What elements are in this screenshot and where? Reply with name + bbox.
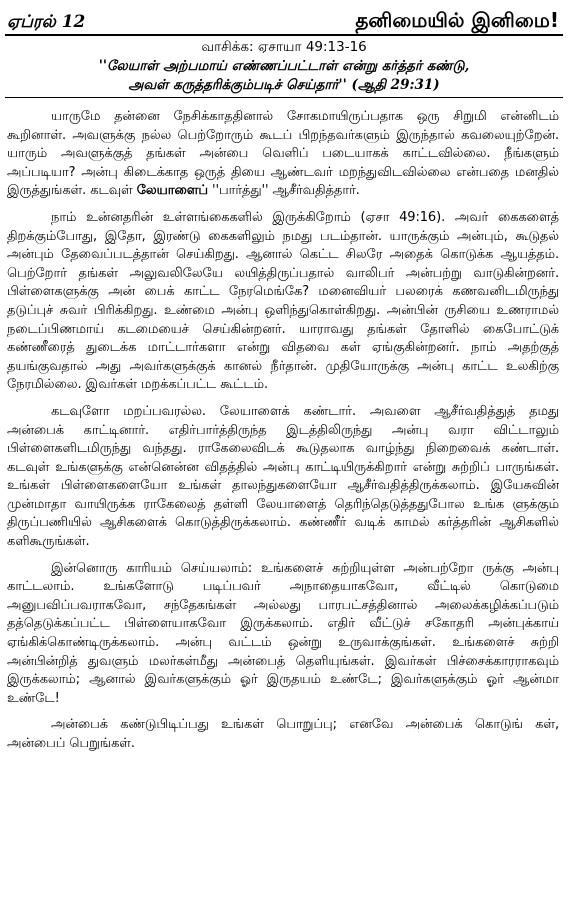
paragraph-1-text-a: யாருமே தன்னை நேசிக்காததினால் சோகமாயிருப்பதாக ஒரு சிறுமி என்னிடம் கூறினாள். அவளுக்கு நல்ல பெற்றோரும் கூடப் பிறந்தவர்களும் இருந்தால் கவலையுற்றேன். யாரும் அவளுக்குத் தங்கள் அன்பை வெளிப் படையாகக் காட்டவில்லை. நீங்களும் அப்படியா? அன்பு கிடைக்காத ஒருத் தியை ஆண்டவர் மறந்துவிடவில்லை என்பதை மனதில் இருத்துங்கள். கடவுள்	[7, 109, 559, 199]
key-verse-text: அவள் கருத்தரிக்கும்படிச் செய்தார்''	[128, 77, 347, 93]
key-verse	[5, 57, 563, 98]
scripture-reading: வாசிக்க: ஏசாயா 49:13-16	[201, 39, 367, 55]
page-header	[5, 4, 563, 36]
key-verse-line-1: ''லேயாள் அற்பமாய் எண்ணப்பட்டாள் என்று கர்த்தர் கண்டு,	[98, 58, 470, 74]
paragraph-1	[7, 108, 559, 201]
paragraph-3: கடவுளோ மறப்பவரல்ல. லேயாளைக் கண்டார். அவளை ஆசீர்வதித்துத் தமது அன்பைக் காட்டினார். எதிர்பார்த்திருந்த இடத்திலிருந்து அன்பு வரா விட்டாலும் பிள்ளைகளிடமிருந்து வந்தது. ராகேலைவிடக் கூடுதலாக வாழ்ந்து நிறைவைக் கண்டாள். கடவுள் உங்களுக்கு என்னென்ன விதத்தில் அன்பு காட்டியிருக்கிறார் என்று சுற்றிப் பாருங்கள். உங்கள் பிள்ளைகளையோ உங்கள் தாலந்துகளையோ ஆசீர்வதித்திருக்கலாம். இயேசுவின் முன்மாதா வாயிருக்க ராகேலைத் தள்ளி லேயாளைத் தெரிந்தெடுத்ததுபோல உங்க ளுக்கும் திருப்பணியில் ஆசிகளைக் கொடுத்திருக்கலாம். கண்ணீர் வடிக் காமல் கர்த்தரின் ஆசிகளில் களிகூருங்கள்.	[7, 403, 559, 550]
paragraph-5: அன்பைக் கண்டுபிடிப்பது உங்கள் பொறுப்பு; எனவே அன்பைக் கொடுங் கள், அன்பைப் பெறுங்கள்.	[7, 717, 559, 751]
devotional-body	[5, 108, 563, 754]
key-verse-line-2	[5, 76, 563, 95]
paragraph-1-text-b: ''பார்த்து'' ஆசீர்வதித்தார்.	[207, 183, 360, 199]
page-date: ஏப்ரல் 12	[7, 12, 86, 32]
page-title: தனிமையில் இனிமை!	[355, 8, 559, 32]
paragraph-1-bold: லேயாளைப்	[136, 183, 208, 199]
key-verse-reference: (ஆதி 29:31)	[351, 77, 440, 93]
paragraph-4: இன்னொரு காரியம் செய்யலாம்: உங்களைச் சுற்றியுள்ள அன்பற்றோ ருக்கு அன்பு காட்டலாம். உங்களோடு படிப்பவர் அநாதையாகவோ, வீட்டில் கொடுமை அனுபவிப்பவராகவோ, சந்தேகங்கள் அல்லது பாரபட்சத்தினால் அலைக்கழிக்கப்படும் தத்தெடுக்கப்பட்ட பிள்ளையாகவோ இருக்கலாம். எதிர் வீட்டுச் சகோதரி அன்புக்காய் ஏங்கிக்கொண்டிருக்கலாம். அன்பு வட்டம் ஒன்று உருவாக்குங்கள். உங்களைச் சுற்றி அன்பின்றித் துவளும் மலர்கள்மீது அன்பைத் தெளியுங்கள். இவர்கள் பிச்சைக்காரராகவும் இருக்கலாம்; ஆனால் இவர்களுக்கும் ஓர் இருதயம் உண்டே; இவர்களுக்கும் ஓர் ஆன்மா உண்டே!	[7, 560, 560, 706]
paragraph-2: நாம் உன்னதரின் உள்ளங்கைகளில் இருக்கிறோம் (ஏசா 49:16). அவர் கைகளைத் திறக்கும்போது, இதோ, இரண்டு கைகளிலும் நமது படம்தான். யாருக்கும் அன்பும், கூடுதல் அன்பும் தேவைப்படத்தான் செய்கிறது. ஆனால் கெட்ட சிலரே அதைக் கொடுக்க ஆயத்தம். பெற்றோர் தங்கள் அலுவலிலேயே லயித்திருப்பதால் வாலிபர் அன்பற்று வாடுகின்றனர். பிள்ளைகளுக்கு அன் பைக் காட்ட நேரமெங்கே? மனைவியர் பலரைக் கணவனிடமிருந்து தடுப்புச் சுவர் பிரிக்கிறது. உண்மை அன்பு ஒளிந்துகொள்கிறது. அன்பின் ருசியை உணராமல் நடைப்பிணமாய் கடமையைச் செய்கின்றனர். யாராவது தங்கள் தோளில் கைபோட்டுக் கண்ணீரைத் துடைக்க மாட்டார்களா என்று விதவை கள் ஏங்குகின்றனர். நாம் அதற்குத் தயங்குவதால் அது அவர்களுக்குக் கானல் நீர்தான். முதியோருக்கு அன்பு காட்ட உலகிற்கு நேரமில்லை. இவர்கள் மறக்கப்பட்ட கூட்டம்.	[7, 209, 559, 393]
